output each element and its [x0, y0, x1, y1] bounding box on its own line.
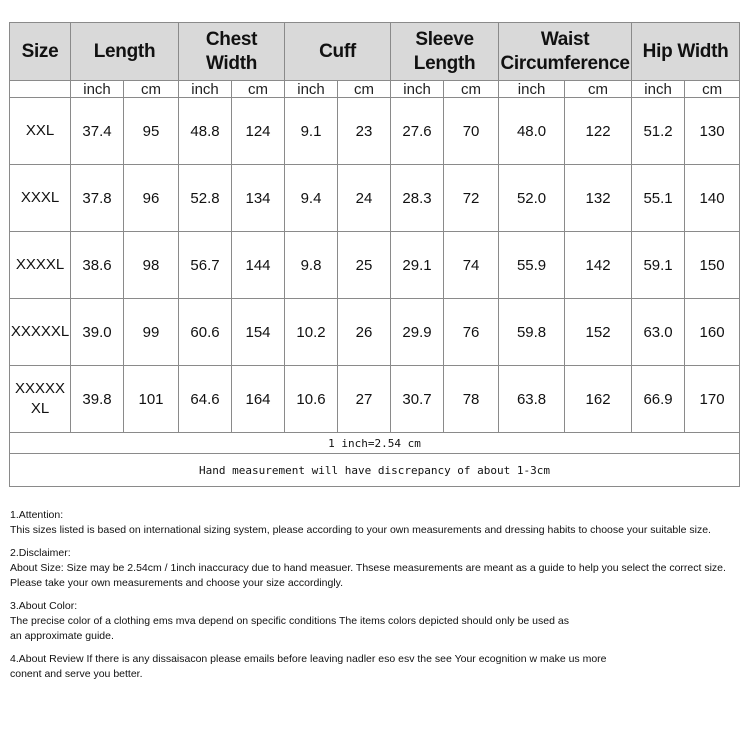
- size-cell: XXXXXXL: [10, 366, 71, 433]
- discrepancy-note-row: [10, 454, 740, 487]
- header-length: Length: [71, 23, 179, 81]
- value-cell: 39.8: [71, 366, 124, 433]
- note-item: [10, 546, 746, 591]
- value-cell: 59.8: [499, 299, 565, 366]
- unit-label: cm: [124, 81, 179, 98]
- units-row: [10, 81, 740, 98]
- value-cell: 142: [565, 232, 632, 299]
- value-cell: 74: [444, 232, 499, 299]
- note-text: 4.About Review If there is any dissaisacon please emails before leaving nadler eso esv the see Your ecognition w make us more: [10, 653, 607, 665]
- value-cell: 39.0: [71, 299, 124, 366]
- note-title: 3.About Color:: [10, 600, 78, 612]
- note-text: Please take your own measurements and choose your size accordingly.: [10, 577, 344, 589]
- value-cell: 160: [685, 299, 740, 366]
- note-item: [10, 652, 746, 682]
- unit-label: inch: [285, 81, 338, 98]
- note-text: This sizes listed is based on international sizing system, please according to your own measurements and dressing habits to choose your suitable size.: [10, 524, 711, 536]
- unit-label: cm: [444, 81, 499, 98]
- value-cell: 27.6: [391, 98, 444, 165]
- header-row: [10, 23, 740, 81]
- value-cell: 144: [232, 232, 285, 299]
- value-cell: 95: [124, 98, 179, 165]
- size-cell: XXXXL: [10, 232, 71, 299]
- value-cell: 63.8: [499, 366, 565, 433]
- table-row: [10, 165, 740, 232]
- value-cell: 10.2: [285, 299, 338, 366]
- table-row: [10, 98, 740, 165]
- value-cell: 162: [565, 366, 632, 433]
- header-sleeve-length: Sleeve Length: [391, 23, 499, 81]
- value-cell: 29.9: [391, 299, 444, 366]
- discrepancy-note: Hand measurement will have discrepancy of about 1-3cm: [10, 454, 740, 487]
- note-item: [10, 599, 746, 644]
- unit-label: cm: [685, 81, 740, 98]
- value-cell: 48.0: [499, 98, 565, 165]
- value-cell: 150: [685, 232, 740, 299]
- value-cell: 9.1: [285, 98, 338, 165]
- value-cell: 99: [124, 299, 179, 366]
- value-cell: 122: [565, 98, 632, 165]
- value-cell: 152: [565, 299, 632, 366]
- value-cell: 37.8: [71, 165, 124, 232]
- value-cell: 170: [685, 366, 740, 433]
- header-size: Size: [10, 23, 71, 81]
- value-cell: 63.0: [632, 299, 685, 366]
- note-text: About Size: Size may be 2.54cm / 1inch inaccuracy due to hand measuer. Thsese measurements are meant as a guide to help you select the correct size.: [10, 562, 726, 574]
- value-cell: 60.6: [179, 299, 232, 366]
- table-row: [10, 366, 740, 433]
- value-cell: 25: [338, 232, 391, 299]
- header-chest-width: Chest Width: [179, 23, 285, 81]
- value-cell: 48.8: [179, 98, 232, 165]
- table-row: [10, 299, 740, 366]
- value-cell: 130: [685, 98, 740, 165]
- unit-label: inch: [632, 81, 685, 98]
- value-cell: 140: [685, 165, 740, 232]
- value-cell: 23: [338, 98, 391, 165]
- value-cell: 76: [444, 299, 499, 366]
- header-hip-width: Hip Width: [632, 23, 740, 81]
- value-cell: 134: [232, 165, 285, 232]
- value-cell: 70: [444, 98, 499, 165]
- unit-label: inch: [179, 81, 232, 98]
- header-waist-circumference: Waist Circumference: [499, 23, 632, 81]
- unit-label: cm: [338, 81, 391, 98]
- size-cell: XXL: [10, 98, 71, 165]
- value-cell: 101: [124, 366, 179, 433]
- value-cell: 55.1: [632, 165, 685, 232]
- value-cell: 24: [338, 165, 391, 232]
- value-cell: 154: [232, 299, 285, 366]
- units-blank: [10, 81, 71, 98]
- unit-label: cm: [232, 81, 285, 98]
- value-cell: 28.3: [391, 165, 444, 232]
- value-cell: 29.1: [391, 232, 444, 299]
- value-cell: 52.0: [499, 165, 565, 232]
- value-cell: 9.4: [285, 165, 338, 232]
- value-cell: 10.6: [285, 366, 338, 433]
- value-cell: 72: [444, 165, 499, 232]
- note-item: [10, 508, 746, 538]
- unit-label: inch: [499, 81, 565, 98]
- value-cell: 26: [338, 299, 391, 366]
- value-cell: 9.8: [285, 232, 338, 299]
- value-cell: 124: [232, 98, 285, 165]
- unit-label: inch: [71, 81, 124, 98]
- note-text: an approximate guide.: [10, 630, 114, 642]
- conversion-note: 1 inch=2.54 cm: [10, 433, 740, 454]
- size-chart-table: [9, 22, 740, 487]
- table-row: [10, 232, 740, 299]
- size-cell: XXXL: [10, 165, 71, 232]
- value-cell: 37.4: [71, 98, 124, 165]
- value-cell: 52.8: [179, 165, 232, 232]
- value-cell: 55.9: [499, 232, 565, 299]
- value-cell: 164: [232, 366, 285, 433]
- value-cell: 96: [124, 165, 179, 232]
- notes-section: [10, 508, 746, 690]
- note-text: conent and serve you better.: [10, 668, 143, 680]
- unit-label: cm: [565, 81, 632, 98]
- value-cell: 78: [444, 366, 499, 433]
- value-cell: 30.7: [391, 366, 444, 433]
- value-cell: 27: [338, 366, 391, 433]
- unit-label: inch: [391, 81, 444, 98]
- value-cell: 38.6: [71, 232, 124, 299]
- value-cell: 66.9: [632, 366, 685, 433]
- value-cell: 56.7: [179, 232, 232, 299]
- value-cell: 132: [565, 165, 632, 232]
- note-title: 2.Disclaimer:: [10, 547, 71, 559]
- note-text: The precise color of a clothing ems mva depend on specific conditions The items colors depicted should only be used as: [10, 615, 569, 627]
- value-cell: 98: [124, 232, 179, 299]
- header-cuff: Cuff: [285, 23, 391, 81]
- note-title: 1.Attention:: [10, 509, 64, 521]
- value-cell: 59.1: [632, 232, 685, 299]
- value-cell: 51.2: [632, 98, 685, 165]
- conversion-note-row: [10, 433, 740, 454]
- size-cell: XXXXXL: [10, 299, 71, 366]
- value-cell: 64.6: [179, 366, 232, 433]
